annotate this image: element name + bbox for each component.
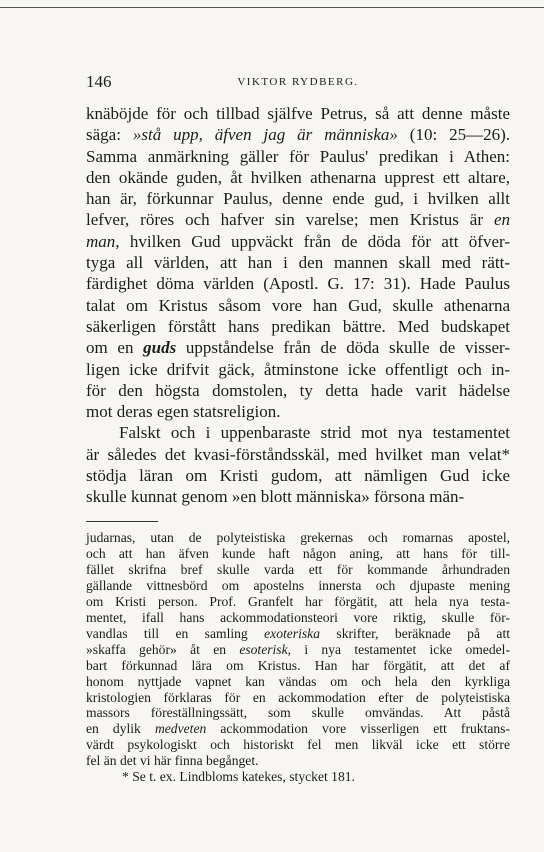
text-run: om en (86, 338, 144, 358)
body-text-line (86, 124, 510, 145)
page-number: 146 (86, 72, 112, 91)
footnote-line (86, 737, 510, 753)
main-text (86, 103, 510, 508)
top-page-rule (0, 7, 544, 8)
text-run: kristologien förklaras för en ackommodation efter de polyteistiska (86, 689, 510, 705)
text-run: vandlas till en samling (86, 625, 265, 641)
body-text-line (86, 146, 510, 167)
footnote-line (86, 674, 510, 690)
italic-emphasis: exoteriska (264, 625, 320, 641)
text-run: värdt psykologiskt och historiskt fel men likväl icke ett större (86, 737, 510, 753)
text-run: judarnas, utan de polyteistiska grekernas och romarnas apostel, (86, 530, 510, 545)
footnote-line (86, 610, 510, 626)
footnote-line (86, 578, 510, 594)
footnote-line (86, 562, 510, 578)
footnote-line (86, 626, 510, 642)
text-run: Samma anmärkning gäller för Paulus' predikan i Athen: (86, 146, 510, 166)
footnote-line (86, 658, 510, 674)
text-run: , i nya testamentet icke omedel- (287, 641, 510, 657)
text-run: är således det kvasi-förståndsskäl, med hvilket man velat* (86, 444, 510, 464)
text-run: knäböjde för och tillbad själfve Petrus, så att denne måste (86, 104, 510, 123)
text-run: stödja läran om Kristi gudom, att nämligen Gud icke (86, 466, 510, 486)
body-text-line (86, 252, 510, 273)
text-run: ligen icke drifvit gäck, åtminstone icke offentligt och in- (86, 359, 510, 379)
body-text-line (86, 209, 510, 230)
footnote-line (86, 530, 510, 546)
body-text-line (86, 422, 510, 443)
text-run: tyga all världen, att han i den mannen skall med rätt- (86, 253, 510, 273)
text-run: mentet, ifall hans ackommodationsteori vore riktig, skulle för- (86, 609, 510, 625)
italic-emphasis: medveten (154, 721, 207, 737)
body-text-line (86, 401, 510, 422)
text-run: fel än det vi här finna begånget. (86, 753, 259, 769)
body-text-line (86, 273, 510, 294)
text-run: skrifter, beräknade på att (320, 625, 510, 641)
body-text-line (86, 337, 510, 358)
text-run: bart förkunnad lära om Kristus. Han har förgätit, att det af (86, 657, 510, 673)
footnote-line (86, 769, 510, 785)
text-run: gällande vittnesbörd om apostelns innersta och djupaste mening (86, 577, 510, 593)
text-run: och att han äfven kunde haft någon aning, att hans för till- (86, 545, 510, 561)
body-text-line (86, 188, 510, 209)
text-run: ackommodation vore visserligen ett fruktans- (206, 721, 510, 737)
text-run: »skaffa gehör» åt en (86, 641, 240, 657)
body-text-line (86, 295, 510, 316)
text-run: färdighet döma världen (Apostl. G. 17: 31). Hade Paulus (86, 274, 510, 294)
body-text-line (86, 486, 510, 507)
footnote-line (86, 642, 510, 658)
italic-emphasis: en (493, 210, 510, 230)
footnote-line (86, 753, 510, 769)
text-run: uppståndelse från de döda skulle de visser- (176, 338, 510, 358)
italic-emphasis: man, (86, 231, 120, 251)
text-run: säkerligen förstått hans predikan bättre. Med budskapet (86, 316, 510, 336)
footnote-line (86, 594, 510, 610)
body-text-line (86, 167, 510, 188)
body-text-line (86, 380, 510, 401)
italic-emphasis: »stå upp, äfven jag är människa» (132, 125, 398, 145)
body-text-line (86, 231, 510, 252)
body-text-line (86, 444, 510, 465)
text-run: Falskt och i uppenbaraste strid mot nya testamentet (119, 423, 510, 443)
text-run: massors föreställningssätt, som skulle omvändas. Att påstå (86, 705, 510, 721)
body-text-line (86, 359, 510, 380)
text-run: han är, förkunnar Paulus, denne ende gud, i hvilken allt (86, 189, 510, 209)
body-text-line (86, 465, 510, 486)
page-header (86, 72, 510, 94)
footnote-line (86, 721, 510, 737)
footnote-line (86, 546, 510, 562)
text-run: skulle kunnat genom »en blott människa» försona män- (86, 487, 465, 507)
text-run: lefver, röres och hafver sin varelse; men Kristus är (86, 210, 494, 230)
italic-emphasis: esoterisk (239, 641, 288, 657)
text-run: hvilken Gud uppväckt från de döda för att öfver- (119, 231, 510, 251)
footnote-line (86, 705, 510, 721)
text-run: den okände guden, åt hvilken athenarna upprest ett altare, (86, 167, 510, 187)
text-run: fället skrifna bref skulle varda ett för kommande århundraden (86, 561, 510, 577)
text-run: säga: (86, 125, 133, 145)
text-run: * Se t. ex. Lindbloms katekes, stycket 181. (122, 769, 355, 785)
text-run: mot deras egen statsreligion. (86, 402, 281, 422)
text-run: honom nyttjade vapnet kan vändas om och hela den kyrkliga (86, 673, 510, 689)
body-text-line (86, 103, 510, 124)
body-text-line (86, 316, 510, 337)
footnote-line (86, 690, 510, 706)
text-run: (10: 25—26). (397, 125, 511, 145)
bold-italic-emphasis: guds (143, 338, 177, 358)
text-run: om Kristi person. Prof. Granfelt har förgätit, att hela nya testa- (86, 593, 510, 609)
footnote-separator-rule (86, 521, 158, 522)
text-run: en dylik (86, 721, 155, 737)
text-run: talat om Kristus såsom vore han Gud, skulle athenarna (86, 295, 510, 315)
text-run: för den högsta domstolen, ty detta hade varit hädelse (86, 380, 510, 400)
running-head: VIKTOR RYDBERG. (237, 76, 359, 88)
footnote-text (86, 530, 510, 785)
